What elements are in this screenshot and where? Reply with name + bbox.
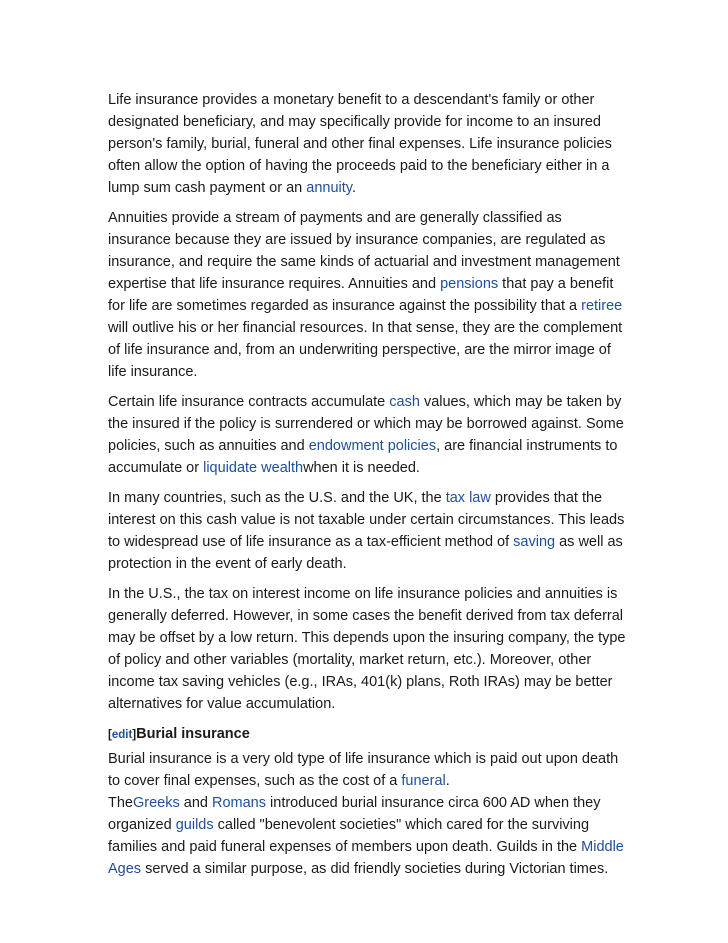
text: In many countries, such as the U.S. and the UK, the (108, 490, 446, 506)
text: will outlive his or her financial resources. In that sense, they are the complement of life insurance and, from an underwriting perspective, are the mirror image of life insurance. (108, 320, 623, 380)
paragraph-tax-law (108, 487, 628, 575)
document-page (108, 89, 628, 888)
link-middle-ages[interactable]: Middle Ages (108, 839, 624, 877)
text: that pay a benefit for life are sometimes regarded as insurance against the possibility that a (108, 276, 614, 314)
link-retiree[interactable]: retiree (581, 298, 623, 314)
text: , are financial instruments to accumulate or (108, 438, 618, 476)
text: Certain life insurance contracts accumulate (108, 394, 390, 410)
link-liquidate-wealth[interactable]: liquidate wealth (203, 460, 304, 476)
edit-bracket-open: [ (108, 729, 112, 741)
edit-bracket-close: ] (132, 729, 137, 741)
section-heading-burial-insurance (108, 723, 628, 746)
text: introduced burial insurance circa 600 AD when they organized (108, 795, 601, 833)
paragraph-annuities (108, 207, 628, 383)
paragraph-cash-values (108, 391, 628, 479)
text: when it is needed. (303, 460, 420, 476)
text: and (179, 795, 212, 811)
section-title: Burial insurance (136, 726, 250, 742)
edit-link[interactable]: edit (111, 729, 133, 741)
paragraph-burial-insurance (108, 748, 628, 792)
text: called "benevolent societies" which cared for the surviving families and paid funeral expenses of members upon death. Guilds in the (108, 817, 590, 855)
link-endowment-policies[interactable]: endowment policies (308, 438, 437, 454)
link-tax-law[interactable]: tax law (445, 490, 491, 506)
paragraph-life-insurance (108, 89, 628, 199)
text: Burial insurance is a very old type of life insurance which is paid out upon death to cover final expenses, such as the cost of a (108, 751, 619, 789)
text: . (445, 773, 450, 789)
text: Life insurance provides a monetary benefit to a descendant's family or other designated beneficiary, and may specifically provide for income to an insured person's family, burial, funeral and other final expenses. Life insurance policies often allow the option of having the proceeds paid to the beneficiary either in a lump sum cash payment or an (108, 92, 612, 196)
text: In the U.S., the tax on interest income on life insurance policies and annuities is generally deferred. However, in some cases the benefit derived from tax deferral may be offset by a low return. This depends upon the insuring company, the type of policy and other variables (mortality, market return, etc.). Moreover, other income tax saving vehicles (e.g., IRAs, 401(k) plans, Roth IRAs) may be better alternatives for value accumulation. (108, 586, 626, 712)
text: served a similar purpose, as did friendly societies during Victorian times. (141, 861, 609, 877)
text: provides that the interest on this cash value is not taxable under certain circumstances. This leads to widespread use of life insurance as a tax-efficient method of (108, 490, 625, 550)
link-annuity[interactable]: annuity (306, 180, 352, 196)
link-saving[interactable]: saving (513, 534, 556, 550)
paragraph-us-tax (108, 583, 628, 715)
link-pensions[interactable]: pensions (440, 276, 499, 292)
link-romans[interactable]: Romans (212, 795, 266, 811)
link-guilds[interactable]: guilds (175, 817, 214, 833)
text: Annuities provide a stream of payments and are generally classified as insurance because they are issued by insurance companies, are regulated as insurance, and require the same kinds of actuarial and investment management expertise that life insurance requires. Annuities and (108, 210, 620, 292)
link-greeks[interactable]: Greeks (133, 795, 180, 811)
paragraph-greeks-romans (108, 792, 628, 880)
text: as well as protection in the event of early death. (108, 534, 623, 572)
link-funeral[interactable]: funeral (401, 773, 446, 789)
text: values, which may be taken by the insured if the policy is surrendered or which may be borrowed against. Some policies, such as annuities and (108, 394, 624, 454)
text: The (108, 795, 133, 811)
text: . (351, 180, 356, 196)
link-cash[interactable]: cash (389, 394, 420, 410)
